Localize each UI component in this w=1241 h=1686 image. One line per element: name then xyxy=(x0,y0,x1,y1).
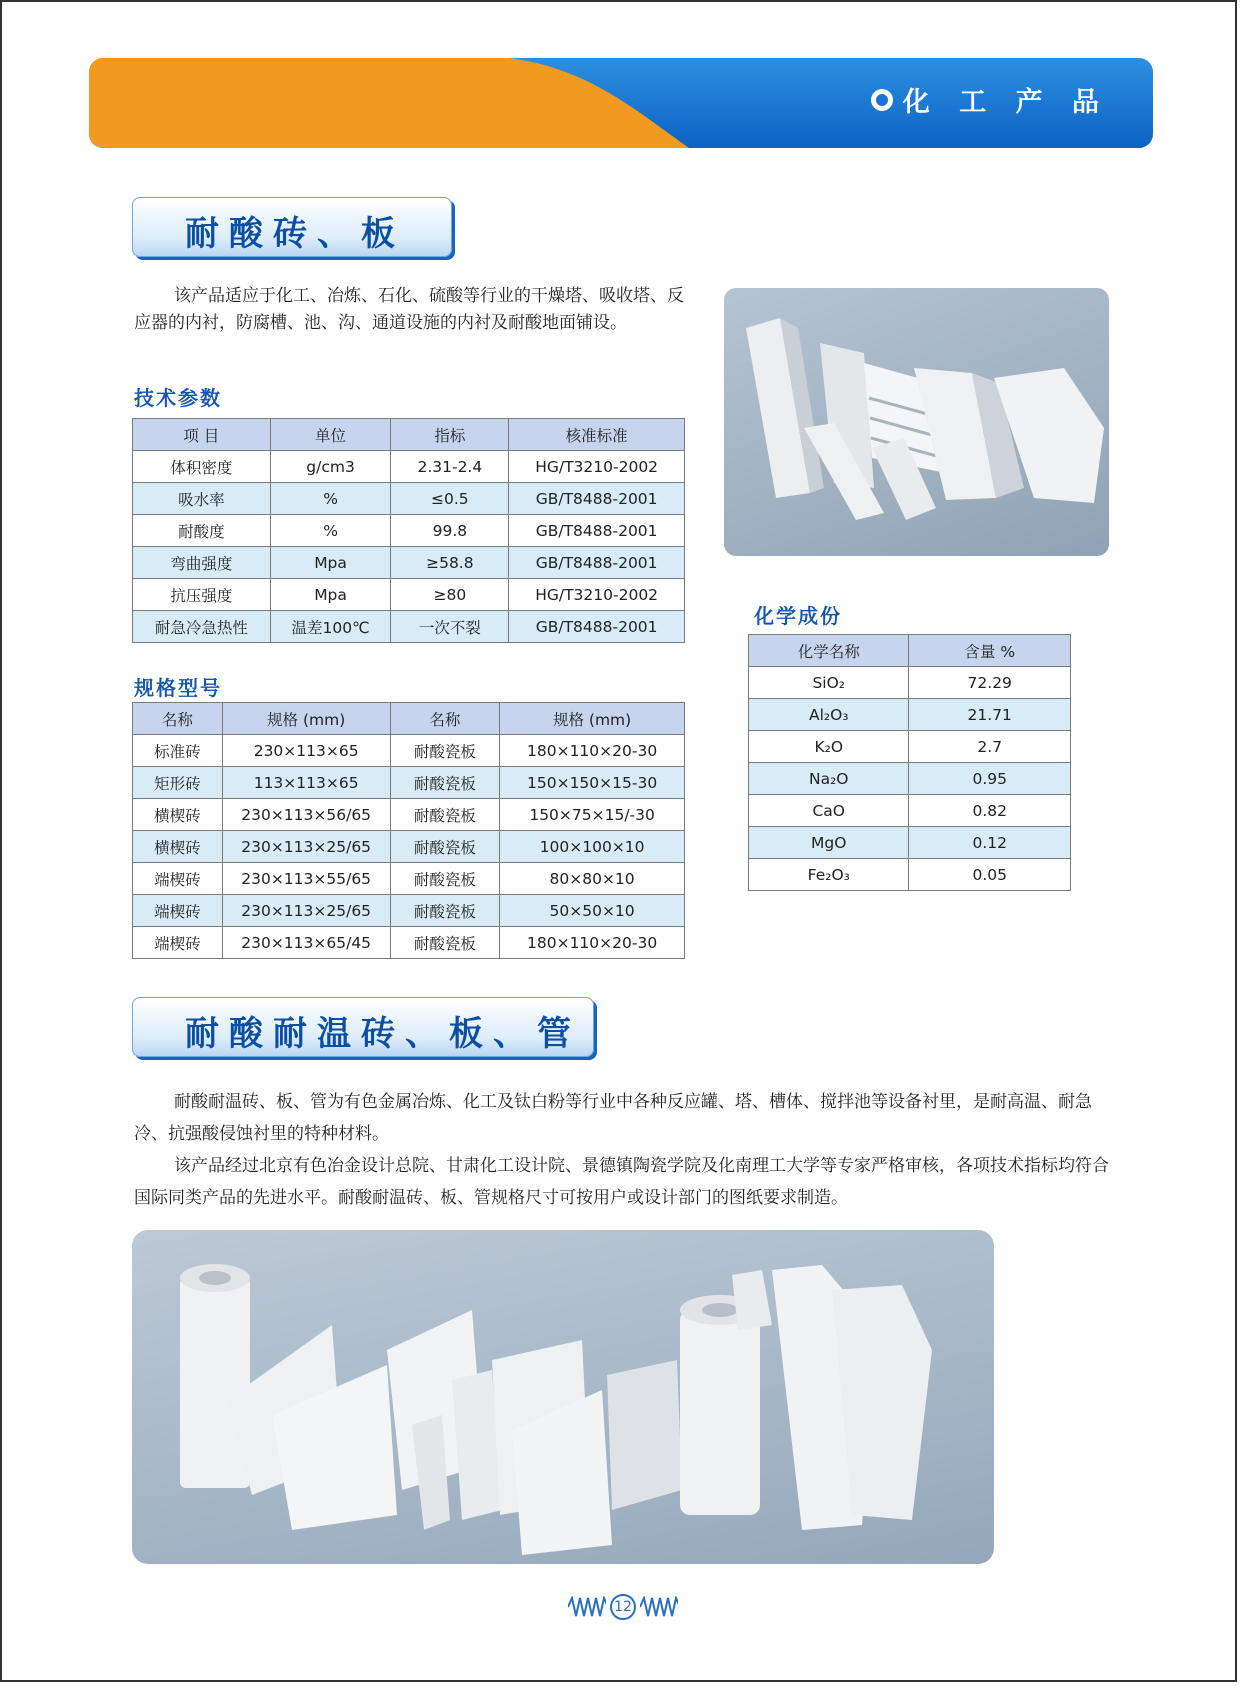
table-cell: 矩形砖 xyxy=(133,767,223,799)
table-cell: 抗压强度 xyxy=(133,579,271,611)
table-cell: 耐酸瓷板 xyxy=(390,895,500,927)
table-cell: 耐酸瓷板 xyxy=(390,831,500,863)
table-row xyxy=(133,483,685,515)
table-header-cell: 核准标准 xyxy=(509,419,685,451)
table-cell: 温差100℃ xyxy=(270,611,391,643)
page-number: 12 xyxy=(610,1594,635,1620)
table-cell: Al₂O₃ xyxy=(749,699,909,731)
table-cell: 230×113×56/65 xyxy=(222,799,390,831)
acid-resistant-products-photo xyxy=(132,1230,994,1564)
table-cell: Mpa xyxy=(270,579,391,611)
table-header-cell: 规格 (mm) xyxy=(222,703,390,735)
table-header-cell: 指标 xyxy=(391,419,509,451)
table-cell: 耐酸瓷板 xyxy=(390,927,500,959)
table-row xyxy=(133,451,685,483)
table-cell: 230×113×25/65 xyxy=(222,895,390,927)
table-cell: 180×110×20-30 xyxy=(500,735,685,767)
table-cell: 0.95 xyxy=(909,763,1071,795)
section2-para2: 该产品经过北京有色冶金设计总院、甘肃化工设计院、景德镇陶瓷学院及化南理工大学等专家严格审核，各项技术指标均符合国际同类产品的先进水平。耐酸耐温砖、板、管规格尺寸可按用户或设计部门的图纸要求制造。 xyxy=(134,1156,1109,1208)
table-cell: % xyxy=(270,515,391,547)
table-cell: 72.29 xyxy=(909,667,1071,699)
section2-title: 耐酸耐温砖、板、管 xyxy=(185,1014,581,1054)
table-cell: 耐酸瓷板 xyxy=(390,767,500,799)
table-cell: 230×113×65/45 xyxy=(222,927,390,959)
table-cell: % xyxy=(270,483,391,515)
table-cell: 99.8 xyxy=(391,515,509,547)
table-cell: 横楔砖 xyxy=(133,799,223,831)
chem-table xyxy=(748,634,1071,891)
table-cell: K₂O xyxy=(749,731,909,763)
table-header-cell: 名称 xyxy=(390,703,500,735)
table-cell: GB/T8488-2001 xyxy=(509,483,685,515)
table-cell: g/cm3 xyxy=(270,451,391,483)
table-row xyxy=(133,895,685,927)
table-row xyxy=(133,927,685,959)
table-cell: 113×113×65 xyxy=(222,767,390,799)
section1-title-box xyxy=(132,197,452,257)
table-cell: 2.7 xyxy=(909,731,1071,763)
table-header-cell: 规格 (mm) xyxy=(500,703,685,735)
table-row xyxy=(749,795,1071,827)
tech-params-table xyxy=(132,418,685,643)
table-cell: 横楔砖 xyxy=(133,831,223,863)
table-cell: ≥58.8 xyxy=(391,547,509,579)
table-header-cell: 单位 xyxy=(270,419,391,451)
table-cell: 耐酸瓷板 xyxy=(390,799,500,831)
table-cell: GB/T8488-2001 xyxy=(509,547,685,579)
section1-title: 耐酸砖、板 xyxy=(185,214,405,254)
table-cell: ≤0.5 xyxy=(391,483,509,515)
header-section-label: 化 工 产 品 xyxy=(902,87,1109,118)
table-cell: 耐酸瓷板 xyxy=(390,735,500,767)
table-cell: 230×113×65 xyxy=(222,735,390,767)
table-row xyxy=(749,827,1071,859)
table-cell: ≥80 xyxy=(391,579,509,611)
table-row xyxy=(133,767,685,799)
table-cell: HG/T3210-2002 xyxy=(509,579,685,611)
table-cell: CaO xyxy=(749,795,909,827)
table-cell: 180×110×20-30 xyxy=(500,927,685,959)
table-row xyxy=(133,611,685,643)
table-cell: 80×80×10 xyxy=(500,863,685,895)
products-illustration xyxy=(132,1230,994,1564)
table-cell: 21.71 xyxy=(909,699,1071,731)
section1-intro: 该产品适应于化工、冶炼、石化、硫酸等行业的干燥塔、吸收塔、反应器的内衬，防腐槽、池、沟、通道设施的内衬及耐酸地面铺设。 xyxy=(134,286,684,333)
table-row xyxy=(133,735,685,767)
table-cell: 150×75×15/-30 xyxy=(500,799,685,831)
table-cell: GB/T8488-2001 xyxy=(509,515,685,547)
table-header-row xyxy=(133,419,685,451)
table-row xyxy=(749,667,1071,699)
table-cell: GB/T8488-2001 xyxy=(509,611,685,643)
table-row xyxy=(133,799,685,831)
table-cell: 230×113×55/65 xyxy=(222,863,390,895)
right-wave-decoration xyxy=(640,1596,678,1618)
table-header-row xyxy=(133,703,685,735)
header-title xyxy=(871,80,1109,119)
table-cell: Fe₂O₃ xyxy=(749,859,909,891)
table-row xyxy=(133,579,685,611)
table-row xyxy=(749,859,1071,891)
section2-para1: 耐酸耐温砖、板、管为有色金属冶炼、化工及钛白粉等行业中各种反应罐、塔、槽体、搅拌池等设备衬里，是耐高温、耐急冷、抗强酸侵蚀衬里的特种材料。 xyxy=(134,1092,1092,1144)
left-wave-decoration xyxy=(568,1596,606,1618)
table-cell: 吸水率 xyxy=(133,483,271,515)
table-cell: 150×150×15-30 xyxy=(500,767,685,799)
table-header-cell: 化学名称 xyxy=(749,635,909,667)
table-cell: 端楔砖 xyxy=(133,863,223,895)
table-cell: 端楔砖 xyxy=(133,927,223,959)
table-cell: 体积密度 xyxy=(133,451,271,483)
page-number-badge xyxy=(568,1594,678,1620)
table-row xyxy=(749,699,1071,731)
table-row xyxy=(133,831,685,863)
table-cell: 2.31-2.4 xyxy=(391,451,509,483)
table-cell: 弯曲强度 xyxy=(133,547,271,579)
table-cell: 耐急冷急热性 xyxy=(133,611,271,643)
circle-bullet-icon xyxy=(871,89,893,111)
table-cell: 100×100×10 xyxy=(500,831,685,863)
table-cell: 端楔砖 xyxy=(133,895,223,927)
table-cell: 50×50×10 xyxy=(500,895,685,927)
table-row xyxy=(133,515,685,547)
table-cell: MgO xyxy=(749,827,909,859)
table-cell: 0.12 xyxy=(909,827,1071,859)
table-row xyxy=(749,763,1071,795)
table-cell: 一次不裂 xyxy=(391,611,509,643)
spec-title: 规格型号 xyxy=(134,676,222,700)
section2-title-box xyxy=(132,997,594,1057)
table-cell: SiO₂ xyxy=(749,667,909,699)
table-row xyxy=(133,547,685,579)
table-header-cell: 含量 % xyxy=(909,635,1071,667)
table-cell: 耐酸度 xyxy=(133,515,271,547)
table-cell: 0.05 xyxy=(909,859,1071,891)
table-cell: Mpa xyxy=(270,547,391,579)
table-cell: 耐酸瓷板 xyxy=(390,863,500,895)
header-band xyxy=(89,58,1153,148)
table-cell: Na₂O xyxy=(749,763,909,795)
table-row xyxy=(133,863,685,895)
acid-bricks-photo xyxy=(724,288,1109,556)
spec-table xyxy=(132,702,685,959)
table-row xyxy=(749,731,1071,763)
tech-params-title: 技术参数 xyxy=(134,386,222,410)
acid-bricks-illustration xyxy=(724,288,1109,556)
table-header-cell: 名称 xyxy=(133,703,223,735)
table-header-cell: 项 目 xyxy=(133,419,271,451)
table-cell: 标准砖 xyxy=(133,735,223,767)
table-cell: 0.82 xyxy=(909,795,1071,827)
chem-title: 化学成份 xyxy=(754,604,842,628)
table-cell: 230×113×25/65 xyxy=(222,831,390,863)
table-cell: HG/T3210-2002 xyxy=(509,451,685,483)
table-header-row xyxy=(749,635,1071,667)
